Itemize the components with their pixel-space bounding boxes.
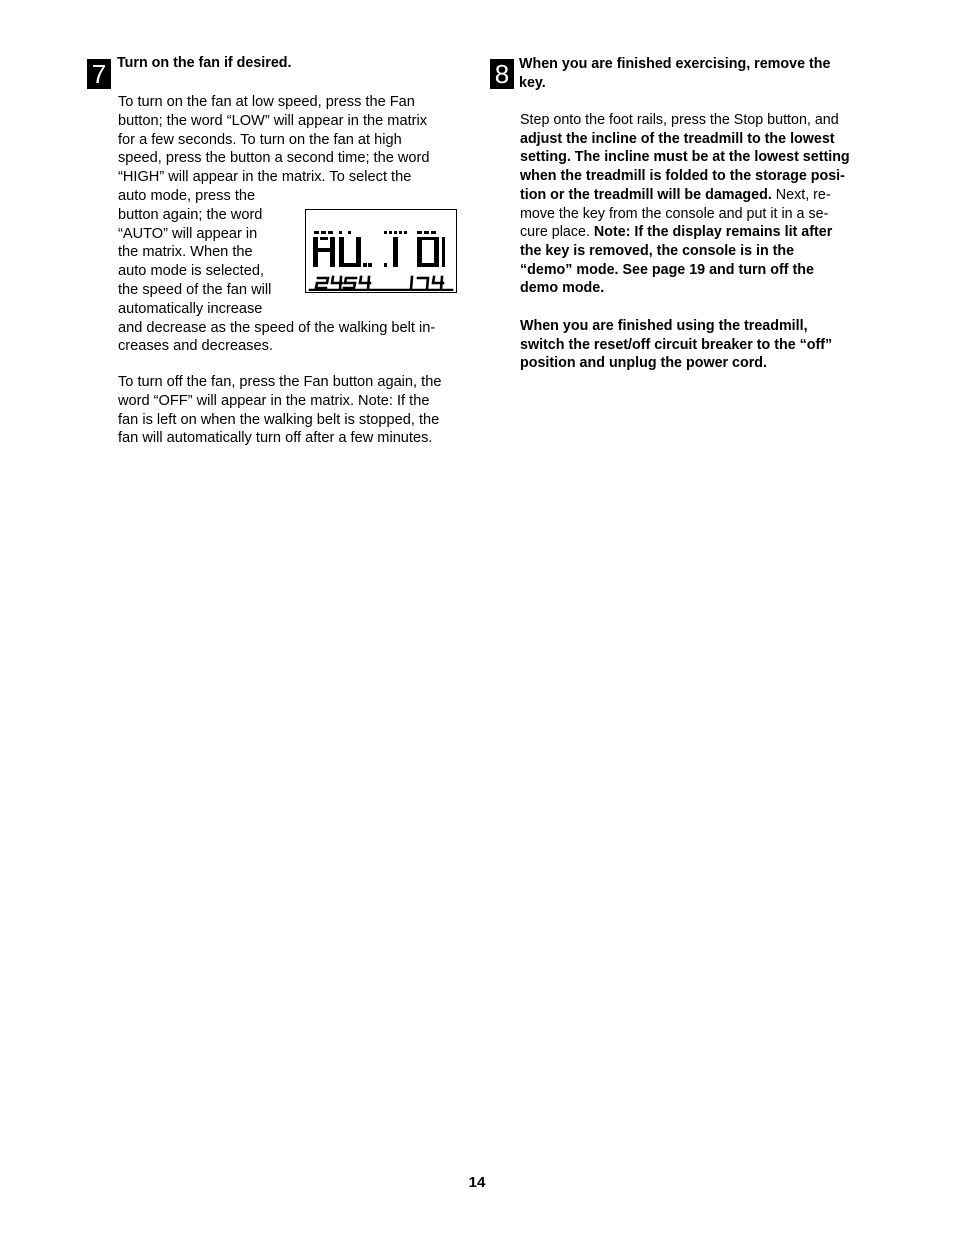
text-line: To turn on the fan at low speed, press the Fan bbox=[118, 94, 415, 110]
text-line: automatically increase bbox=[118, 300, 263, 317]
segment-readout bbox=[310, 277, 452, 290]
matrix-letter-o bbox=[417, 237, 445, 267]
text-line: fan is left on when the walking belt is stopped, the bbox=[118, 411, 440, 428]
heading-line: key. bbox=[519, 75, 546, 91]
text-line-bold: the key is removed, the console is in the bbox=[520, 242, 795, 259]
text-line bbox=[520, 186, 850, 205]
page-number: 14 bbox=[468, 1174, 486, 1191]
matrix-letter-t bbox=[384, 237, 398, 267]
text-line: move the key from the console and put it in a se- bbox=[520, 205, 829, 222]
normal-span: Next, re- bbox=[771, 186, 831, 203]
normal-span: cure place. bbox=[520, 224, 594, 241]
text-line: the speed of the fan will bbox=[118, 281, 272, 298]
step-7-paragraph-2 bbox=[118, 373, 441, 448]
text-line-bold: “demo” mode. See page 19 and turn off the bbox=[520, 261, 814, 278]
text-line-bold: switch the reset/off circuit breaker to the “off” bbox=[520, 336, 833, 353]
text-line: “HIGH” will appear in the matrix. To select the bbox=[118, 169, 412, 186]
text-line: word “OFF” will appear in the matrix. Note: If the bbox=[118, 392, 430, 409]
bold-span: Note: If the display remains lit after bbox=[593, 224, 833, 241]
text-line: and decrease as the speed of the walking belt in- bbox=[118, 319, 436, 336]
console-display bbox=[305, 209, 457, 293]
text-line bbox=[520, 223, 850, 242]
text-line-bold: adjust the incline of the treadmill to the lowest bbox=[520, 130, 835, 147]
matrix-separator bbox=[363, 263, 372, 267]
text-line: To turn off the fan, press the Fan button again, the bbox=[118, 374, 442, 390]
text-line: button; the word “LOW” will appear in the matrix bbox=[118, 112, 428, 129]
step-8-heading bbox=[519, 55, 830, 93]
text-line: for a few seconds. To turn on the fan at high bbox=[118, 131, 402, 148]
text-line: the matrix. When the bbox=[118, 244, 253, 261]
text-line-bold: when the treadmill is folded to the storage posi- bbox=[520, 168, 845, 185]
step-8-paragraph-2 bbox=[520, 317, 832, 373]
step-7-number: 7 bbox=[87, 59, 111, 89]
matrix-top-dots bbox=[314, 231, 436, 234]
text-line: auto mode, press the bbox=[118, 187, 256, 204]
bold-span: tion or the treadmill will be damaged. bbox=[520, 186, 772, 203]
text-line: Step onto the foot rails, press the Stop button, and bbox=[520, 112, 839, 128]
text-line: speed, press the button a second time; the word bbox=[118, 150, 430, 167]
heading-line: When you are finished exercising, remove the bbox=[519, 56, 831, 72]
text-line-bold: When you are finished using the treadmill, bbox=[520, 318, 808, 334]
text-line-bold: demo mode. bbox=[520, 280, 605, 297]
matrix-letter-u bbox=[339, 237, 361, 267]
matrix-display-graphic bbox=[306, 210, 455, 291]
step-8-number: 8 bbox=[490, 59, 514, 89]
step-8-paragraph-1 bbox=[520, 111, 850, 298]
text-line: auto mode is selected, bbox=[118, 263, 265, 280]
text-line: “AUTO” will appear in bbox=[118, 225, 258, 242]
text-line-bold: position and unplug the power cord. bbox=[520, 355, 768, 372]
text-line: button again; the word bbox=[118, 206, 263, 223]
text-line: fan will automatically turn off after a few minutes. bbox=[118, 430, 433, 447]
text-line: creases and decreases. bbox=[118, 338, 273, 355]
matrix-letter-a bbox=[313, 237, 335, 267]
text-line-bold: setting. The incline must be at the lowest setting bbox=[520, 149, 850, 166]
step-7-heading: Turn on the fan if desired. bbox=[117, 55, 292, 71]
